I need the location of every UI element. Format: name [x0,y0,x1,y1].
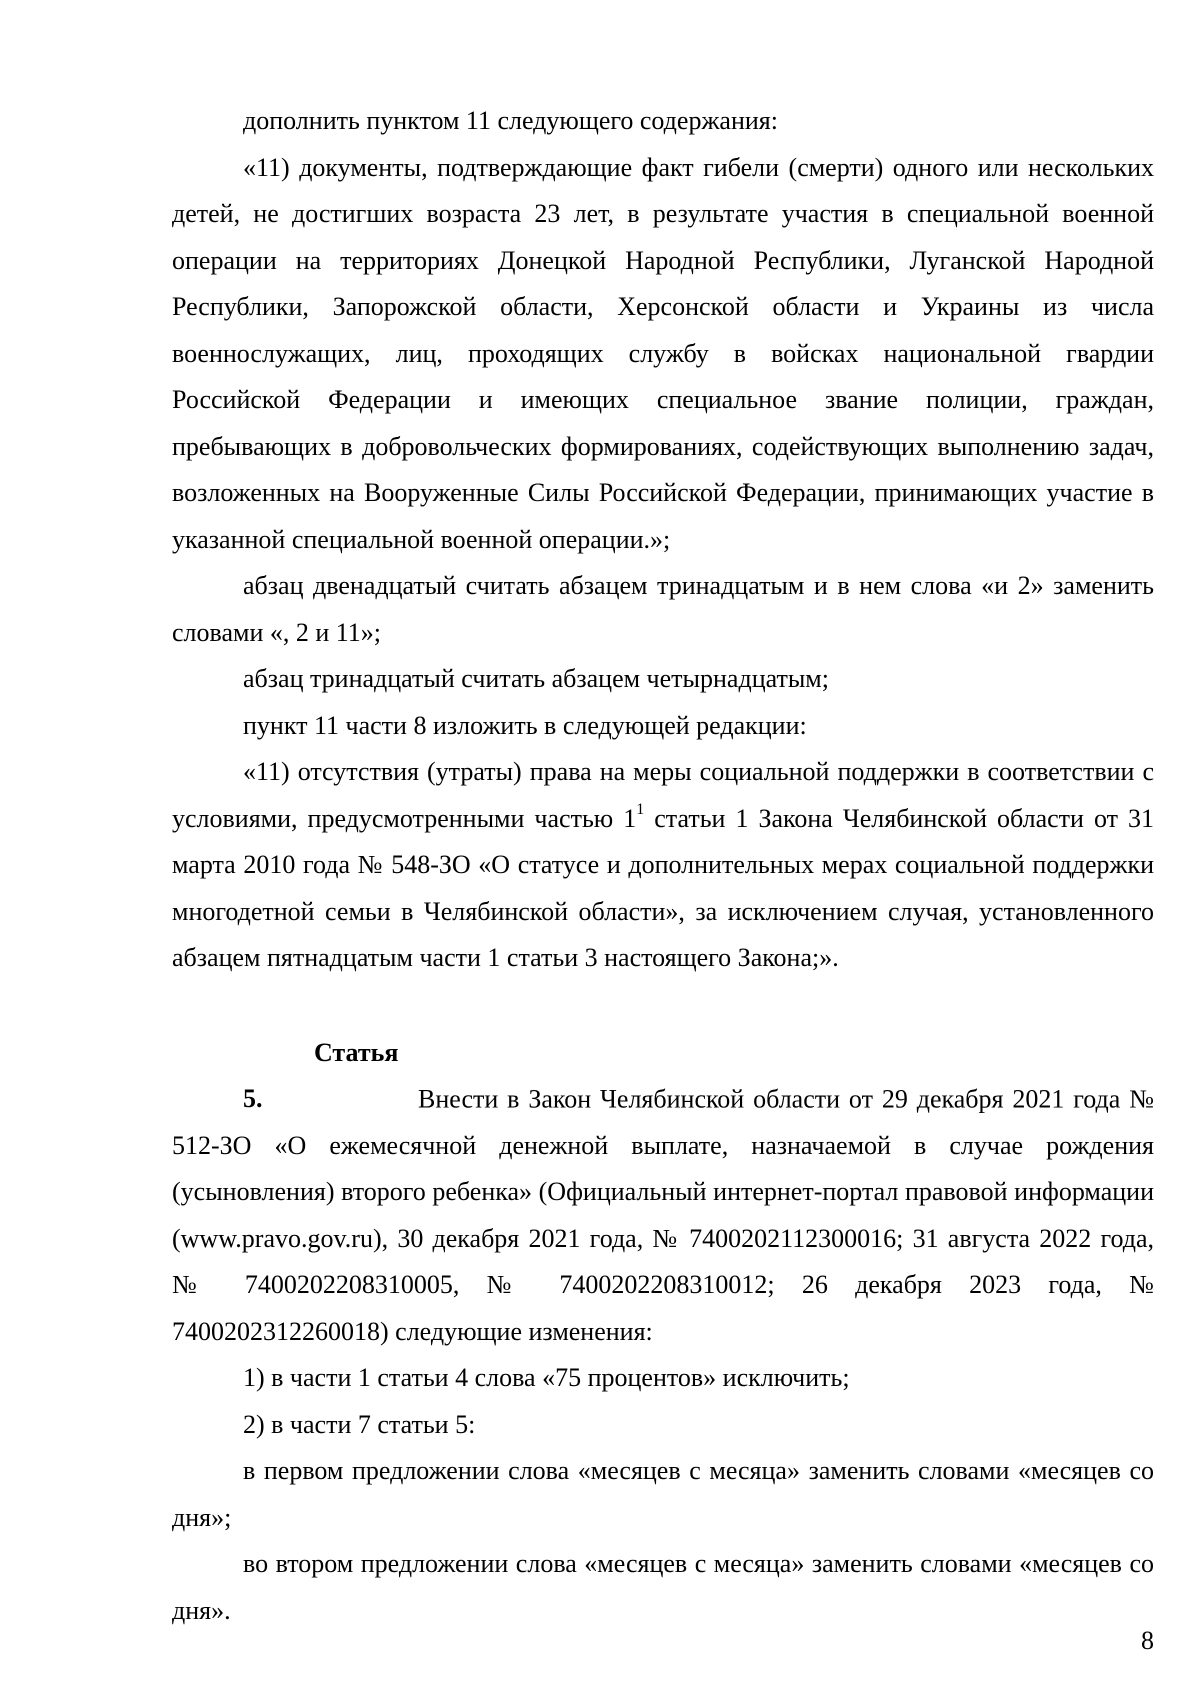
paragraph-first-sentence: в первом предложении слова «месяцев с месяца» заменить словами «месяцев со дня»; [172,1456,1154,1532]
paragraph-add-point-11: дополнить пунктом 11 следующего содержания: [243,106,778,135]
paragraph-second-sentence: во втором предложении слова «месяцев с месяца» заменить словами «месяцев со дня». [172,1549,1154,1625]
paragraph-thirteenth-abzac: абзац тринадцатый считать абзацем четырнадцатым; [243,664,829,693]
paragraph-point-11-documents: «11) документы, подтверждающие факт гибели (смерти) одного или нескольких детей, не достигших возраста 23 лет, в результате участия в специальной военной операции на территориях Донецкой Народной Республики, Луганской Народной Республики, Запорожской области, Херсонской области и Украины из числа военнослужащих, лиц, проходящих службу в войсках национальной гвардии Российской Федерации и имеющих специальное звание полиции, граждан, пребывающих в добровольческих формированиях, содействующих выполнению задач, возложенных на Вооруженные Силы Российской Федерации, принимающих участие в указанной специальной военной операции.»; [172,152,1154,554]
paragraph-point-11-part-8: пункт 11 части 8 изложить в следующей редакции: [243,710,807,740]
redaction-text-start: «11) отсутствия (утраты) права на меры социальной поддержки в соответствии с условиями, предусмотренными частью 1 [172,757,1154,833]
superscript-index: 1 [636,800,645,818]
section-gap [172,982,1154,1030]
article-5-paragraph [172,1030,1154,1356]
redaction-text-end: статьи 1 Закона Челябинской области от 31 марта 2010 года № 548-ЗО «О статусе и дополнительных мерах социальной поддержки многодетной семьи в Челябинской области», за исключением случая, установленного абзацем пятнадцатым части 1 статьи 3 настоящего Закона;». [172,803,1154,972]
paragraph-item-1: 1) в части 1 статьи 4 слова «75 процентов» исключить; [243,1363,850,1392]
article-5-text: Внести в Закон Челябинской области от 29 декабря 2021 года № 512-ЗО «О ежемесячной денежной выплате, назначаемой в случае рождения (усыновления) второго ребенка» (Официальный интернет-портал правовой информации (www.pravo.gov.ru), 30 декабря 2021 года, № 7400202112300016; 31 августа 2022 года, № 7400202208310005, № 7400202208310012; 26 декабря 2023 года, № 7400202312260018) следующие изменения: [172,1084,1154,1346]
paragraph-twelfth-abzac: абзац двенадцатый считать абзацем тринадцатым и в нем слова «и 2» заменить словами «, 2 и 11»; [172,571,1154,647]
article-5-label: Статья 5. [243,1037,399,1113]
paragraph-point-11-redaction [172,749,1154,982]
page-number: 8 [1141,1626,1154,1655]
paragraph-item-2: 2) в части 7 статьи 5: [243,1409,476,1439]
document-body [172,98,1154,1634]
